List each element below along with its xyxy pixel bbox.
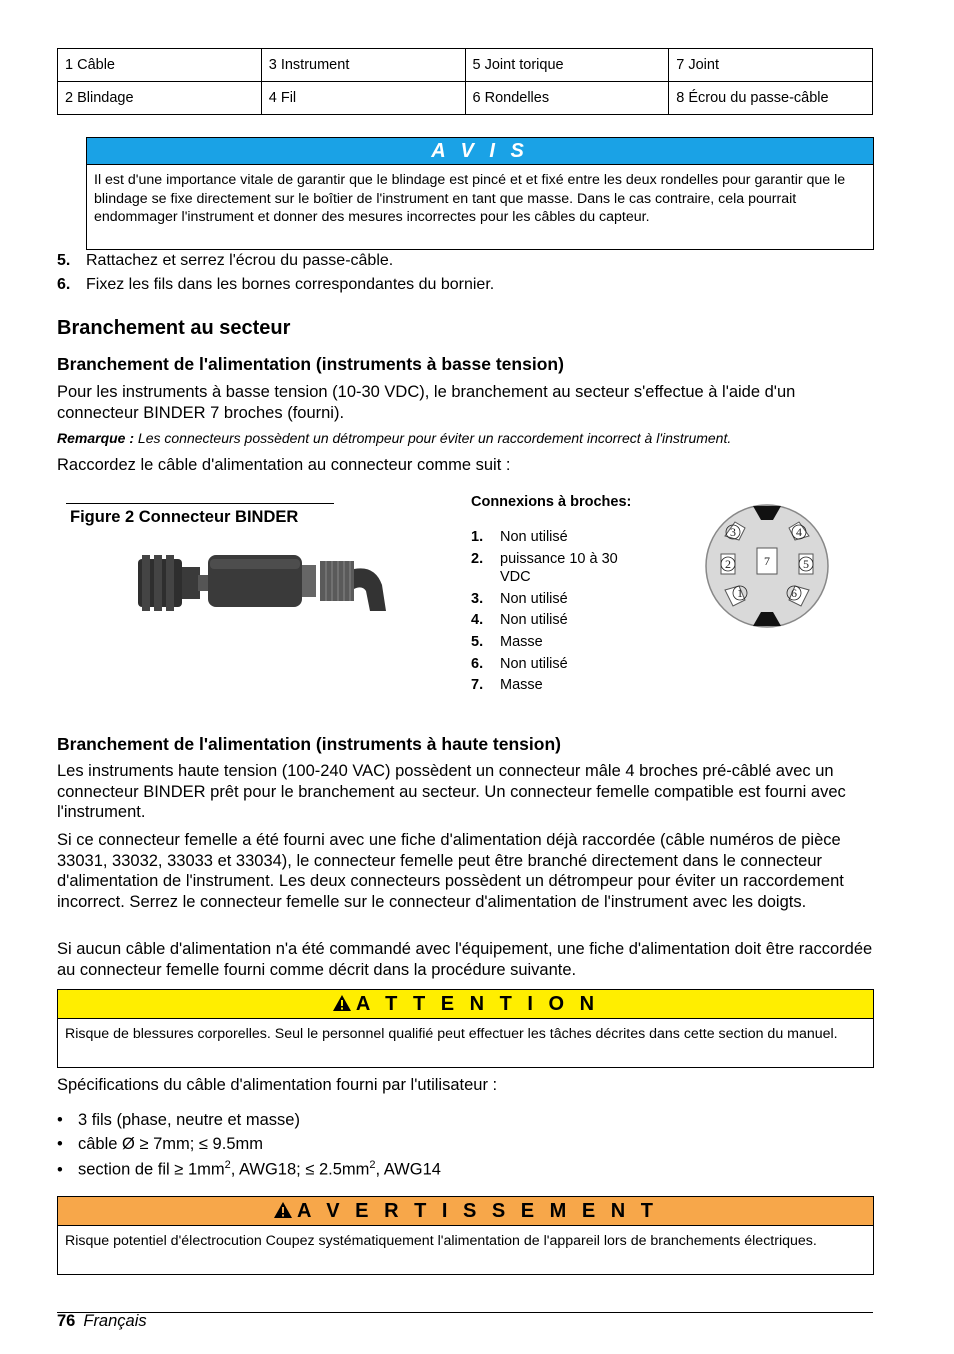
pin-number: 2. (471, 551, 484, 567)
attention-text: Risque de blessures corporelles. Seul le personnel qualifié peut effectuer les tâches décrites dans cette section du manuel. (65, 1026, 838, 1042)
warning-icon (332, 994, 352, 1012)
attention-header (58, 990, 873, 1019)
pin-text: Non utilisé (500, 591, 568, 607)
table-cell: 5 Joint torique (465, 49, 669, 82)
pin-item (471, 676, 620, 694)
pin-label: 5 (803, 557, 809, 571)
table-cell: 2 Blindage (58, 82, 262, 115)
pins-title: Connexions à broches: (471, 494, 632, 510)
pin-label: 4 (796, 525, 802, 539)
page-footer (57, 1312, 147, 1331)
list-item (57, 1135, 263, 1154)
bullet-dot: • (57, 1160, 63, 1179)
pin-item (471, 611, 620, 629)
attention-notice (57, 989, 874, 1068)
step-5 (57, 252, 393, 270)
bullet-dot: • (57, 1111, 63, 1129)
list-item (57, 1159, 441, 1180)
pin-number: 7. (471, 677, 484, 693)
note-text: Les connecteurs possèdent un détrompeur pour éviter un raccordement incorrect à l'instrument. (134, 430, 732, 446)
pin-text: Masse (500, 677, 543, 693)
low-voltage-para2: Raccordez le câble d'alimentation au connecteur comme suit : (57, 456, 511, 474)
avis-text: Il est d'une importance vitale de garantir que le blindage est pincé et et fixé entre les deux rondelles pour garantir que le blindage se fixe directement sur le boîtier de l'instrument en tant que masse. Dans le cas contraire, cela pourrait endommager l'instrument et donner des mesures incorrectes pour les câbles du capteur. (94, 172, 846, 225)
avis-notice (86, 137, 874, 250)
pin-number: 3. (471, 591, 484, 607)
spec-text: câble Ø ≥ 7mm; ≤ 9.5mm (78, 1135, 263, 1153)
footer-rule (57, 1312, 873, 1313)
pin-text: puissance 10 à 30 VDC (500, 551, 618, 585)
pin-diagram (703, 502, 831, 630)
section-title: Branchement au secteur (57, 317, 291, 339)
attention-title: A T T E N T I O N (355, 993, 600, 1015)
pin-text: Masse (500, 634, 543, 650)
pin-label: 1 (737, 586, 743, 600)
figure-rule (66, 503, 334, 504)
binder-connector-image (130, 545, 390, 615)
warning-icon (273, 1201, 293, 1219)
avertissement-text: Risque potentiel d'électrocution Coupez systématiquement l'alimentation de l'appareil lors de branchements électriques. (65, 1233, 817, 1249)
spec-text: , AWG18; ≤ 2.5mm (230, 1160, 370, 1179)
pin-label: 2 (725, 557, 731, 571)
specs-intro: Spécifications du câble d'alimentation fourni par l'utilisateur : (57, 1076, 498, 1094)
superscript: 2 (369, 1159, 376, 1171)
step-6 (57, 276, 494, 294)
page-number: 76 (57, 1312, 76, 1330)
pin-number: 6. (471, 656, 484, 672)
table-cell: 3 Instrument (261, 49, 465, 82)
table-cell: 1 Câble (58, 49, 262, 82)
spec-text: 3 fils (phase, neutre et masse) (78, 1111, 300, 1129)
table-cell: 4 Fil (261, 82, 465, 115)
list-item (57, 1111, 300, 1130)
bullet-dot: • (57, 1135, 63, 1153)
pin-number: 5. (471, 634, 484, 650)
table-row (58, 82, 873, 115)
avis-title: A V I S (87, 138, 873, 165)
pin-label: 6 (791, 586, 797, 600)
note-label: Remarque : (57, 430, 135, 446)
pin-number: 1. (471, 529, 484, 545)
pin-text: Non utilisé (500, 656, 568, 672)
pin-label: 3 (730, 525, 736, 539)
step-text: Rattachez et serrez l'écrou du passe-câble. (86, 252, 394, 269)
high-voltage-heading: Branchement de l'alimentation (instruments à haute tension) (57, 734, 561, 754)
pin-item (471, 528, 620, 546)
spec-text: section de fil ≥ 1mm (78, 1160, 225, 1179)
pin-number: 4. (471, 612, 484, 628)
step-number: 6. (57, 276, 71, 293)
high-voltage-para3: Si aucun câble d'alimentation n'a été commandé avec l'équipement, une fiche d'alimentation doit être raccordée au connecteur femelle fourni comme décrit dans la procédure suivante. (57, 940, 873, 979)
pin-item (471, 550, 620, 586)
table-cell: 7 Joint (669, 49, 873, 82)
high-voltage-para1: Les instruments haute tension (100-240 VAC) possèdent un connecteur mâle 4 broches pré-câblé avec un connecteur BINDER prêt pour le branchement au secteur. Un connecteur femelle compatible est fourni avec l'instrument. (57, 762, 846, 821)
low-voltage-heading: Branchement de l'alimentation (instruments à basse tension) (57, 354, 564, 374)
pin-item (471, 590, 620, 608)
pin-text: Non utilisé (500, 612, 568, 628)
low-voltage-para1: Pour les instruments à basse tension (10-30 VDC), le branchement au secteur s'effectue à l'aide d'un connecteur BINDER 7 broches (fourni). (57, 383, 796, 422)
step-number: 5. (57, 252, 71, 269)
pin-text: Non utilisé (500, 529, 568, 545)
table-cell: 8 Écrou du passe-câble (669, 82, 873, 115)
figure-caption: Figure 2 Connecteur BINDER (70, 508, 299, 526)
table-row (58, 49, 873, 82)
legend-table (57, 48, 873, 115)
avertissement-title: A V E R T I S S E M E N T (297, 1200, 658, 1222)
note (57, 430, 731, 446)
pin-item (471, 633, 620, 651)
footer-language: Français (83, 1312, 147, 1330)
high-voltage-para2: Si ce connecteur femelle a été fourni avec une fiche d'alimentation déjà raccordée (câble numéros de pièce 33031, 33032, 33033 et 33034), le connecteur femelle peut être branché directement dans le connecteur d'alimentation de l'instrument. Les deux connecteurs possèdent un détrompeur pour éviter un raccordement incorrect. Serrez le connecteur femelle sur le connecteur d'alimentation de l'instrument avec les doigts. (57, 831, 844, 911)
spec-text: , AWG14 (375, 1160, 441, 1179)
step-text: Fixez les fils dans les bornes correspondantes du bornier. (86, 276, 495, 293)
pin-item (471, 655, 620, 673)
superscript: 2 (224, 1159, 231, 1171)
avertissement-header (58, 1197, 873, 1226)
avertissement-notice (57, 1196, 874, 1275)
pin-label: 7 (764, 554, 770, 568)
table-cell: 6 Rondelles (465, 82, 669, 115)
